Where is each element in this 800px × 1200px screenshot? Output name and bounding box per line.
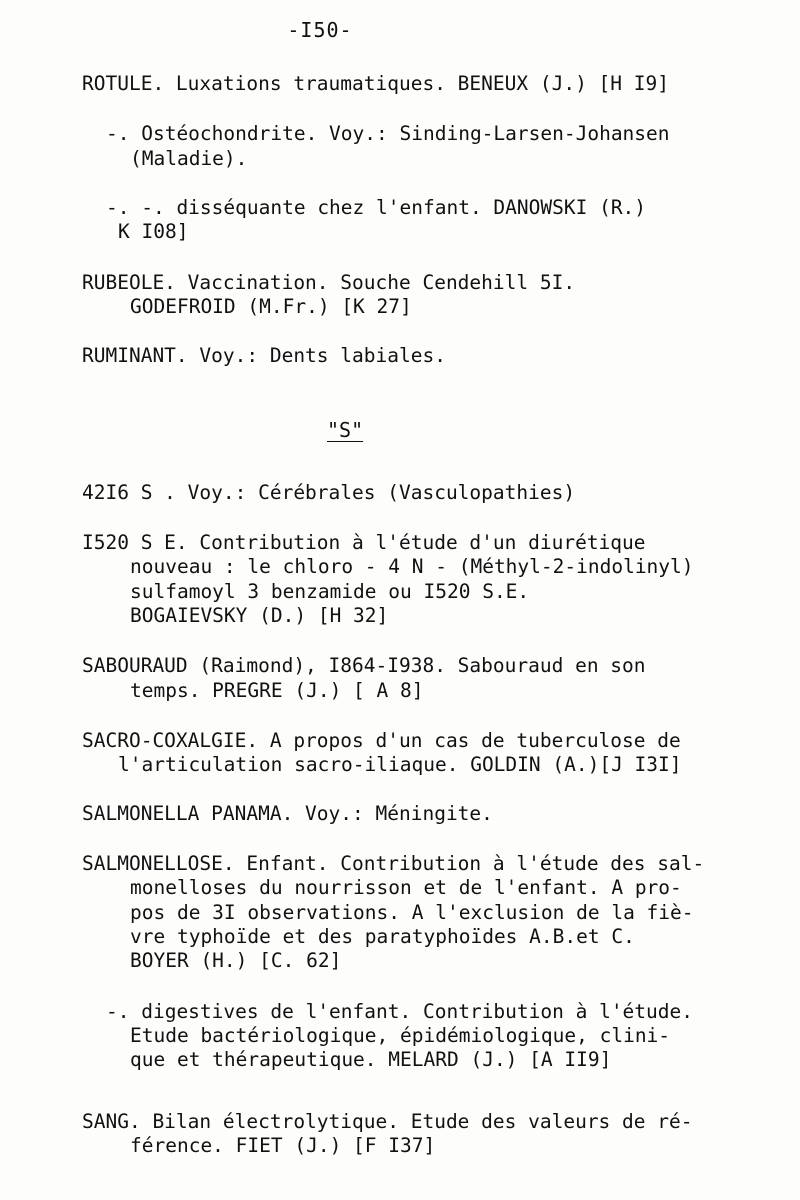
entry-1520-se: I520 S E. Contribution à l'étude d'un diurétique [82, 531, 646, 554]
entry-digestives: -. digestives de l'enfant. Contribution à l'étude. [106, 1000, 693, 1023]
entry-osteochondrite: -. Ostéochondrite. Voy.: Sinding-Larsen-Johansen [106, 122, 670, 145]
entry-1520-se-cont-3: BOGAIEVSKY (D.) [H 32] [130, 604, 389, 627]
entry-sang-cont: férence. FIET (J.) [F I37] [130, 1134, 436, 1157]
entry-rubeole-cont: GODEFROID (M.Fr.) [K 27] [130, 295, 412, 318]
entry-sang: SANG. Bilan électrolytique. Etude des valeurs de ré- [82, 1110, 693, 1133]
entry-salmonellose-cont-1: monelloses du nourrisson et de l'enfant. A pro- [130, 876, 682, 899]
entry-dissequante-cont: K I08] [118, 220, 189, 243]
entry-salmonellose: SALMONELLOSE. Enfant. Contribution à l'étude des sal- [82, 852, 705, 875]
entry-digestives-cont-2: que et thérapeutique. MELARD (J.) [A II9] [130, 1048, 612, 1071]
entry-sabouraud: SABOURAUD (Raimond), I864-I938. Sabouraud en son [82, 654, 646, 677]
entry-salmonellose-cont-4: BOYER (H.) [C. 62] [130, 949, 342, 972]
entry-salmonellose-cont-3: vre typhoïde et des paratyphoïdes A.B.et C. [130, 925, 635, 948]
entry-dissequante: -. -. disséquante chez l'enfant. DANOWSKI (R.) [106, 196, 647, 219]
entry-sabouraud-cont: temps. PREGRE (J.) [ A 8] [130, 679, 424, 702]
entry-sacro-coxalgie: SACRO-COXALGIE. A propos d'un cas de tuberculose de [82, 729, 681, 752]
entry-osteochondrite-cont: (Maladie). [130, 147, 248, 170]
page-number: -I50- [287, 18, 353, 42]
entry-sacro-coxalgie-cont: l'articulation sacro-iliaque. GOLDIN (A.)[J I3I] [118, 753, 682, 776]
entry-digestives-cont-1: Etude bactériologique, épidémiologique, clini- [130, 1024, 671, 1047]
entry-salmonella-panama: SALMONELLA PANAMA. Voy.: Méningite. [82, 802, 493, 825]
entry-rotule: ROTULE. Luxations traumatiques. BENEUX (J.) [H I9] [82, 72, 669, 95]
entry-4216-s: 42I6 S . Voy.: Cérébrales (Vasculopathies) [82, 481, 576, 504]
entry-1520-se-cont-2: sulfamoyl 3 benzamide ou I520 S.E. [130, 580, 530, 603]
entry-salmonellose-cont-2: pos de 3I observations. A l'exclusion de la fiè- [130, 901, 694, 924]
entry-1520-se-cont-1: nouveau : le chloro - 4 N - (Méthyl-2-indolinyl) [130, 555, 694, 578]
entry-ruminant: RUMINANT. Voy.: Dents labiales. [82, 344, 446, 367]
section-letter-heading: "S" [327, 418, 364, 442]
entry-rubeole: RUBEOLE. Vaccination. Souche Cendehill 5I. [82, 271, 576, 294]
